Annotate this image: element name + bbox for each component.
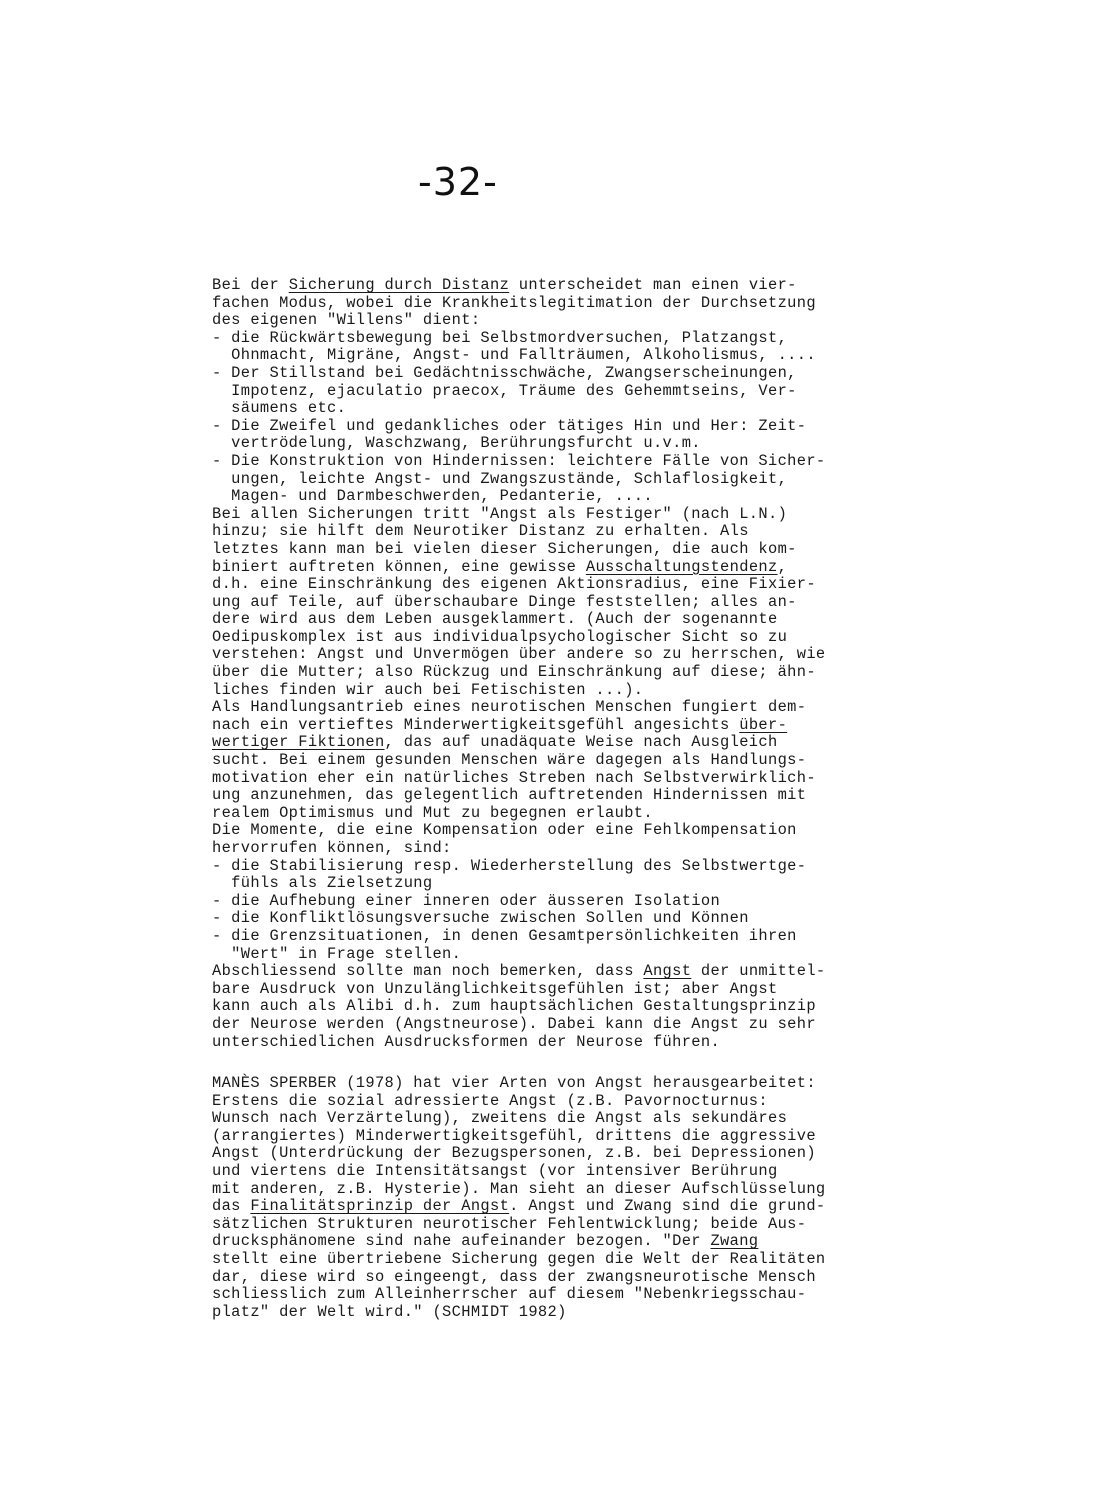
text-line: [212, 717, 912, 735]
text-line: [212, 488, 912, 506]
text-segment: des eigenen "Willens" dient:: [212, 311, 481, 330]
text-segment: dar, diese wird so eingeengt, dass der zwangsneurotische Mensch: [212, 1267, 816, 1286]
text-line: [212, 1016, 912, 1034]
text-line: [212, 1304, 912, 1322]
text-segment: liches finden wir auch bei Fetischisten ...).: [212, 680, 644, 699]
text-line: [212, 858, 912, 876]
text-line: [212, 1075, 912, 1093]
text-segment: - die Grenzsituationen, in denen Gesamtpersönlichkeiten ihren: [212, 926, 797, 945]
page-number: -32-: [418, 160, 498, 204]
text-segment: hinzu; sie hilft dem Neurotiker Distanz zu erhalten. Als: [212, 522, 749, 541]
body-text-section-1: [212, 277, 912, 1051]
text-segment: realem Optimismus und Mut zu begegnen erlaubt.: [212, 803, 653, 822]
text-line: [212, 506, 912, 524]
text-segment: ,: [777, 557, 788, 576]
text-line: [212, 1093, 912, 1111]
text-segment: (arrangiertes) Minderwertigkeitsgefühl, drittens die aggressive: [212, 1126, 816, 1145]
text-line: [212, 805, 912, 823]
text-line: [212, 559, 912, 577]
text-line: [212, 312, 912, 330]
underlined-term: über-: [739, 715, 788, 734]
text-segment: das: [212, 1197, 251, 1216]
text-segment: - Der Stillstand bei Gedächtnisschwäche, Zwangserscheinungen,: [212, 363, 797, 382]
text-line: [212, 1128, 912, 1146]
text-segment: "Wert" in Frage stellen.: [212, 944, 462, 963]
text-line: [212, 594, 912, 612]
text-line: [212, 1198, 912, 1216]
text-line: [212, 752, 912, 770]
underlined-term: Finalitätsprinzip der Angst: [250, 1197, 510, 1216]
text-segment: Impotenz, ejaculatio praecox, Träume des Gehemmtseins, Ver-: [212, 381, 797, 400]
text-segment: biniert auftreten können, eine gewisse: [212, 557, 586, 576]
text-segment: - die Stabilisierung resp. Wiederherstellung des Selbstwertge-: [212, 856, 807, 875]
text-segment: - die Aufhebung einer inneren oder äusseren Isolation: [212, 891, 721, 910]
text-line: [212, 646, 912, 664]
text-segment: Bei allen Sicherungen tritt "Angst als Festiger" (nach L.N.): [212, 504, 788, 523]
text-line: [212, 383, 912, 401]
text-line: [212, 840, 912, 858]
text-line: [212, 734, 912, 752]
text-segment: säumens etc.: [212, 399, 347, 418]
text-segment: platz" der Welt wird." (SCHMIDT 1982): [212, 1302, 567, 1321]
text-line: [212, 629, 912, 647]
text-segment: unterscheidet man einen vier-: [509, 276, 797, 294]
text-segment: und viertens die Intensitätsangst (vor intensiver Berührung: [212, 1161, 778, 1180]
text-segment: Ohnmacht, Migräne, Angst- und Fallträumen, Alkoholismus, ....: [212, 346, 816, 365]
text-segment: stellt eine übertriebene Sicherung gegen die Welt der Realitäten: [212, 1249, 826, 1268]
text-segment: - Die Konstruktion von Hindernissen: leichtere Fälle von Sicher-: [212, 451, 826, 470]
text-segment: schliesslich zum Alleinherrscher auf diesem "Nebenkriegsschau-: [212, 1285, 807, 1304]
text-segment: d.h. eine Einschränkung des eigenen Aktionsradius, eine Fixier-: [212, 575, 816, 594]
text-segment: MANÈS SPERBER (1978) hat vier Arten von Angst herausgearbeitet:: [212, 1074, 816, 1092]
text-line: [212, 1181, 912, 1199]
text-line: [212, 664, 912, 682]
text-line: [212, 295, 912, 313]
underlined-term: Angst: [643, 962, 692, 981]
text-line: [212, 998, 912, 1016]
text-line: [212, 822, 912, 840]
text-line: [212, 1233, 912, 1251]
text-line: [212, 893, 912, 911]
text-line: [212, 611, 912, 629]
text-segment: - die Rückwärtsbewegung bei Selbstmordversuchen, Platzangst,: [212, 328, 788, 347]
text-segment: ung auf Teile, auf überschaubare Dinge feststellen; alles an-: [212, 592, 797, 611]
text-line: [212, 946, 912, 964]
text-line: [212, 1163, 912, 1181]
text-line: [212, 910, 912, 928]
text-segment: unterschiedlichen Ausdrucksformen der Neurose führen.: [212, 1032, 721, 1051]
text-segment: nach ein vertieftes Minderwertigkeitsgefühl angesichts: [212, 715, 740, 734]
text-segment: - die Konfliktlösungsversuche zwischen Sollen und Können: [212, 909, 749, 928]
text-line: [212, 963, 912, 981]
text-segment: sätzlichen Strukturen neurotischer Fehlentwicklung; beide Aus-: [212, 1214, 807, 1233]
text-line: [212, 277, 912, 295]
text-line: [212, 471, 912, 489]
text-segment: bare Ausdruck von Unzulänglichkeitsgefühlen ist; aber Angst: [212, 979, 778, 998]
text-line: [212, 435, 912, 453]
body-text-section-2: [212, 1075, 912, 1321]
text-line: [212, 981, 912, 999]
text-line: [212, 1145, 912, 1163]
underlined-term: Sicherung durch Distanz: [288, 276, 510, 294]
text-segment: fühls als Zielsetzung: [212, 874, 433, 893]
text-segment: motivation eher ein natürliches Streben nach Selbstverwirklich-: [212, 768, 816, 787]
text-segment: sucht. Bei einem gesunden Menschen wäre dagegen als Handlungs-: [212, 751, 807, 770]
text-segment: der unmittel-: [691, 962, 826, 981]
text-line: [212, 541, 912, 559]
text-line: [212, 770, 912, 788]
text-segment: über die Mutter; also Rückzug und Einschränkung auf diese; ähn-: [212, 663, 816, 682]
text-line: [212, 576, 912, 594]
text-line: [212, 682, 912, 700]
text-line: [212, 787, 912, 805]
text-segment: kann auch als Alibi d.h. zum hauptsächlichen Gestaltungsprinzip: [212, 997, 816, 1016]
text-segment: hervorrufen können, sind:: [212, 839, 452, 857]
text-segment: der Neurose werden (Angstneurose). Dabei kann die Angst zu sehr: [212, 1014, 816, 1033]
text-line: [212, 1034, 912, 1052]
underlined-term: Ausschaltungstendenz: [585, 557, 778, 576]
text-line: [212, 400, 912, 418]
text-segment: fachen Modus, wobei die Krankheitslegitimation der Durchsetzung: [212, 293, 816, 312]
text-line: [212, 453, 912, 471]
text-line: [212, 1216, 912, 1234]
text-line: [212, 1251, 912, 1269]
text-line: [212, 330, 912, 348]
text-line: [212, 347, 912, 365]
text-segment: vertrödelung, Waschzwang, Berührungsfurcht u.v.m.: [212, 434, 701, 453]
text-line: [212, 928, 912, 946]
text-segment: Bei der: [212, 276, 289, 294]
underlined-term: Zwang: [710, 1232, 759, 1251]
text-segment: dere wird aus dem Leben ausgeklammert. (Auch der sogenannte: [212, 610, 778, 629]
text-segment: - Die Zweifel und gedankliches oder tätiges Hin und Her: Zeit-: [212, 416, 807, 435]
underlined-term: wertiger Fiktionen: [212, 733, 385, 752]
text-segment: ung anzunehmen, das gelegentlich auftretenden Hindernissen mit: [212, 786, 807, 805]
text-line: [212, 365, 912, 383]
text-segment: . Angst und Zwang sind die grund-: [509, 1197, 826, 1216]
text-segment: Erstens die sozial adressierte Angst (z.B. Pavornocturnus:: [212, 1091, 768, 1110]
text-line: [212, 523, 912, 541]
text-segment: Wunsch nach Verzärtelung), zweitens die Angst als sekundäres: [212, 1109, 788, 1128]
text-segment: ungen, leichte Angst- und Zwangszustände, Schlaflosigkeit,: [212, 469, 788, 488]
text-segment: , das auf unadäquate Weise nach Ausgleich: [384, 733, 778, 752]
text-segment: Oedipuskomplex ist aus individualpsychologischer Sicht so zu: [212, 627, 788, 646]
text-line: [212, 1269, 912, 1287]
text-line: [212, 418, 912, 436]
text-line: [212, 699, 912, 717]
text-segment: verstehen: Angst und Unvermögen über andere so zu herrschen, wie: [212, 645, 826, 664]
text-segment: Magen- und Darmbeschwerden, Pedanterie, ....: [212, 487, 653, 506]
text-segment: letztes kann man bei vielen dieser Sicherungen, die auch kom-: [212, 539, 797, 558]
text-segment: mit anderen, z.B. Hysterie). Man sieht an dieser Aufschlüsselung: [212, 1179, 826, 1198]
text-segment: Angst (Unterdrückung der Bezugspersonen, z.B. bei Depressionen): [212, 1144, 816, 1163]
text-line: [212, 875, 912, 893]
text-segment: Die Momente, die eine Kompensation oder eine Fehlkompensation: [212, 821, 797, 840]
text-segment: Als Handlungsantrieb eines neurotischen Menschen fungiert dem-: [212, 698, 807, 717]
text-line: [212, 1110, 912, 1128]
text-segment: Abschliessend sollte man noch bemerken, dass: [212, 962, 644, 981]
text-segment: drucksphänomene sind nahe aufeinander bezogen. "Der: [212, 1232, 711, 1251]
text-line: [212, 1286, 912, 1304]
